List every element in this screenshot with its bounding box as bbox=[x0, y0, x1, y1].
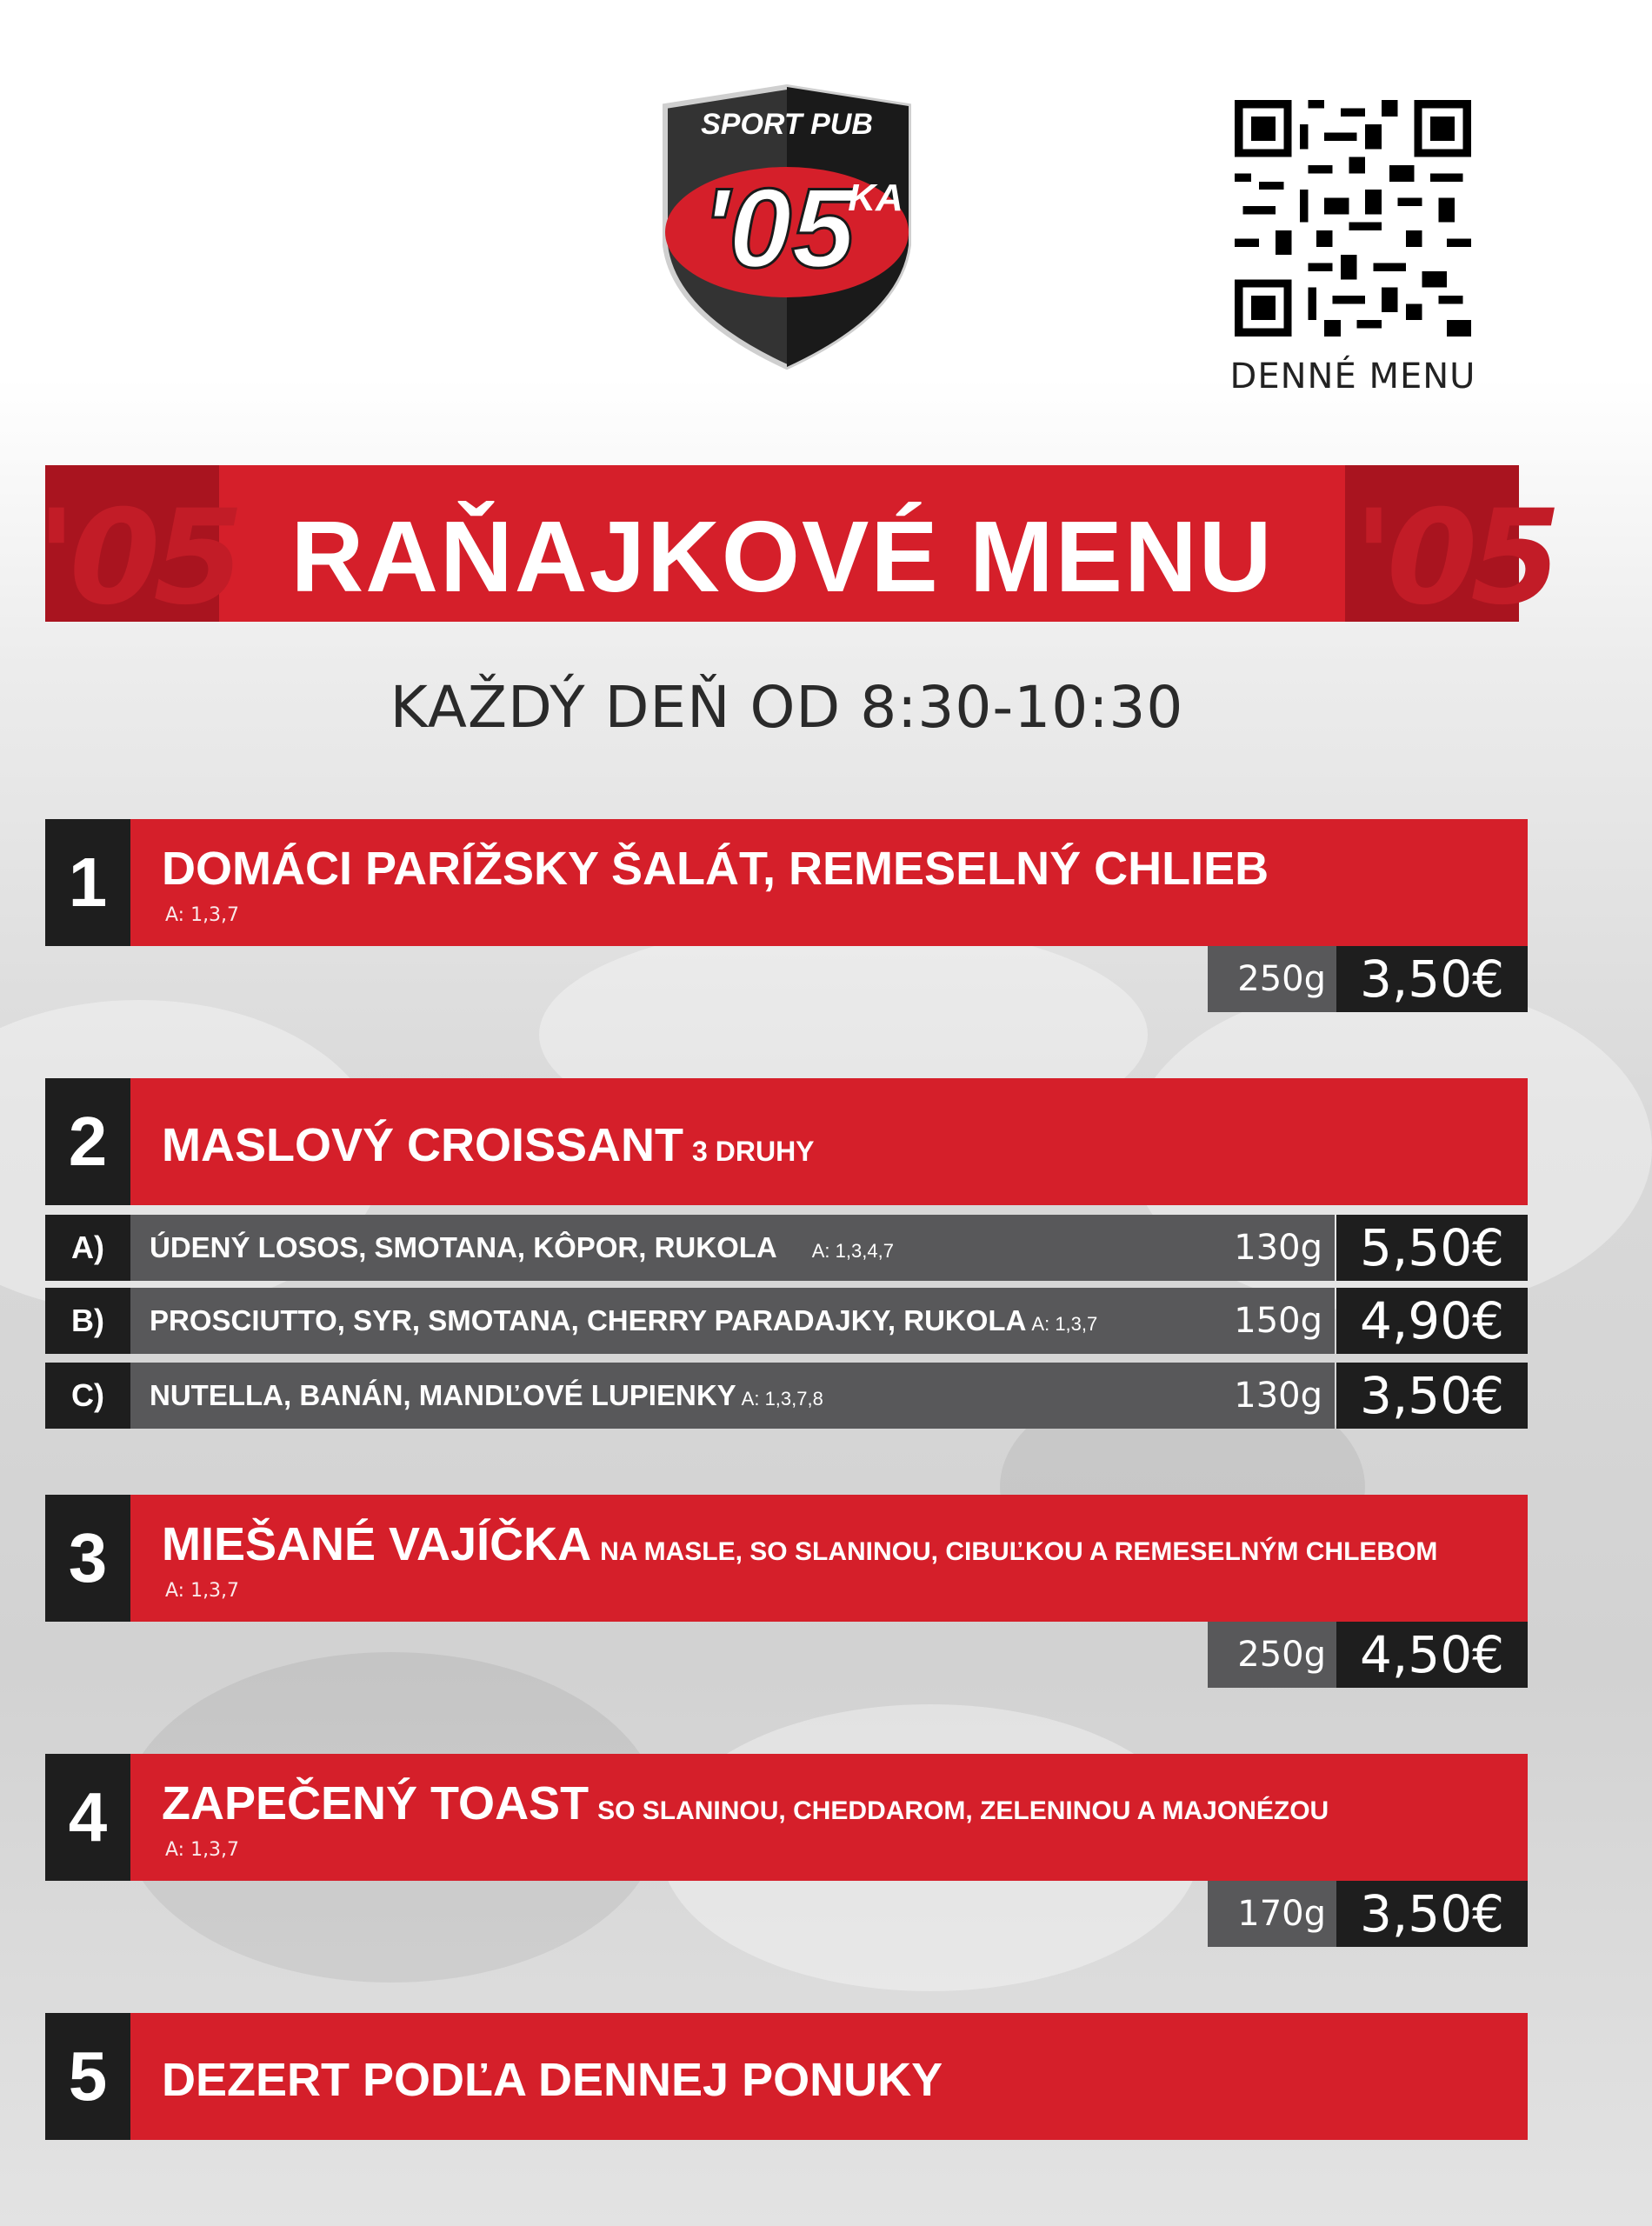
qr-label: DENNÉ MENU bbox=[1229, 357, 1476, 397]
item-weight: 250g bbox=[1208, 1622, 1336, 1688]
variant-bar bbox=[130, 1215, 1335, 1281]
item-weight: 170g bbox=[1208, 1881, 1336, 1947]
item-number: 1 bbox=[45, 819, 130, 946]
item-number: 2 bbox=[45, 1078, 130, 1205]
item-title: DEZERT PODĽA DENNEJ PONUKY bbox=[162, 2054, 943, 2106]
variant-price: 5,50€ bbox=[1336, 1215, 1528, 1281]
variant-price: 4,90€ bbox=[1336, 1288, 1528, 1354]
banner-logo-decoration-right: '05 bbox=[1345, 465, 1519, 622]
variant-letter: C) bbox=[45, 1363, 130, 1429]
svg-text:'05: '05 bbox=[702, 164, 855, 291]
menu-item-5 bbox=[45, 2013, 1528, 2140]
variant-b bbox=[45, 1288, 1528, 1354]
allergen-info: A: 1,3,7,8 bbox=[741, 1388, 823, 1410]
variant-letter: B) bbox=[45, 1288, 130, 1354]
variant-price: 3,50€ bbox=[1336, 1363, 1528, 1429]
item-title: DOMÁCI PARÍŽSKY ŠALÁT, REMESELNÝ CHLIEB bbox=[162, 843, 1269, 895]
allergen-info: A: 1,3,4,7 bbox=[811, 1240, 894, 1262]
variant-weight: 130g bbox=[1234, 1376, 1322, 1416]
item-subtitle: NA MASLE, SO SLANINOU, CIBUĽKOU A REMESELNÝM CHLEBOM bbox=[600, 1537, 1438, 1566]
variant-weight: 150g bbox=[1234, 1301, 1322, 1341]
item-bar bbox=[130, 1495, 1528, 1622]
variant-text bbox=[150, 1288, 1097, 1357]
item-number: 5 bbox=[45, 2013, 130, 2140]
item-weight: 250g bbox=[1208, 946, 1336, 1012]
variant-name: NUTELLA, BANÁN, MANDĽOVÉ LUPIENKY bbox=[150, 1379, 736, 1411]
variant-a bbox=[45, 1215, 1528, 1281]
item-price: 3,50€ bbox=[1336, 1881, 1528, 1947]
opening-hours: KAŽDÝ DEŇ OD 8:30-10:30 bbox=[390, 674, 1184, 741]
allergen-info: A: 1,3,7 bbox=[1031, 1313, 1098, 1335]
menu-title-banner bbox=[37, 465, 1555, 634]
item-number: 3 bbox=[45, 1495, 130, 1622]
price-row-1 bbox=[1208, 946, 1528, 1012]
banner-logo-decoration-left: '05 bbox=[45, 465, 219, 622]
menu-item-3 bbox=[45, 1495, 1528, 1622]
item-price: 3,50€ bbox=[1336, 946, 1528, 1012]
variant-text bbox=[150, 1215, 894, 1284]
variant-weight: 130g bbox=[1234, 1228, 1322, 1268]
menu-item-2 bbox=[45, 1078, 1528, 1205]
allergen-info: A: 1,3,7 bbox=[165, 1839, 240, 1861]
item-bar bbox=[130, 819, 1528, 946]
variant-bar bbox=[130, 1288, 1335, 1354]
page-title: RAŇAJKOVÉ MENU bbox=[290, 500, 1274, 613]
qr-code-icon[interactable] bbox=[1235, 100, 1471, 337]
variant-c bbox=[45, 1363, 1528, 1429]
item-title bbox=[162, 1776, 1329, 1830]
variant-bar bbox=[130, 1363, 1335, 1429]
item-bar bbox=[130, 1078, 1528, 1205]
price-row-4 bbox=[1208, 1881, 1528, 1947]
svg-text:KA: KA bbox=[848, 177, 903, 219]
item-subtitle: 3 DRUHY bbox=[692, 1136, 815, 1167]
variant-text bbox=[150, 1363, 823, 1432]
allergen-info: A: 1,3,7 bbox=[165, 904, 240, 926]
item-bar bbox=[130, 1754, 1528, 1881]
variant-name: ÚDENÝ LOSOS, SMOTANA, KÔPOR, RUKOLA bbox=[150, 1231, 777, 1263]
item-bar bbox=[130, 2013, 1528, 2140]
item-title-text: MIEŠANÉ VAJÍČKA bbox=[162, 1518, 592, 1570]
allergen-info: A: 1,3,7 bbox=[165, 1580, 240, 1602]
menu-item-1 bbox=[45, 819, 1528, 946]
item-title bbox=[162, 1517, 1437, 1571]
item-title-text: ZAPEČENÝ TOAST bbox=[162, 1777, 590, 1829]
price-row-3 bbox=[1208, 1622, 1528, 1688]
svg-text:SPORT PUB: SPORT PUB bbox=[701, 108, 873, 141]
item-title-text: MASLOVÝ CROISSANT bbox=[162, 1119, 684, 1171]
item-price: 4,50€ bbox=[1336, 1622, 1528, 1688]
sport-pub-logo bbox=[648, 80, 926, 376]
item-title bbox=[162, 1118, 815, 1172]
item-subtitle: SO SLANINOU, CHEDDAROM, ZELENINOU A MAJONÉZOU bbox=[597, 1796, 1329, 1825]
variant-letter: A) bbox=[45, 1215, 130, 1281]
menu-item-4 bbox=[45, 1754, 1528, 1881]
variant-name: PROSCIUTTO, SYR, SMOTANA, CHERRY PARADAJKY, RUKOLA bbox=[150, 1304, 1027, 1336]
item-number: 4 bbox=[45, 1754, 130, 1881]
